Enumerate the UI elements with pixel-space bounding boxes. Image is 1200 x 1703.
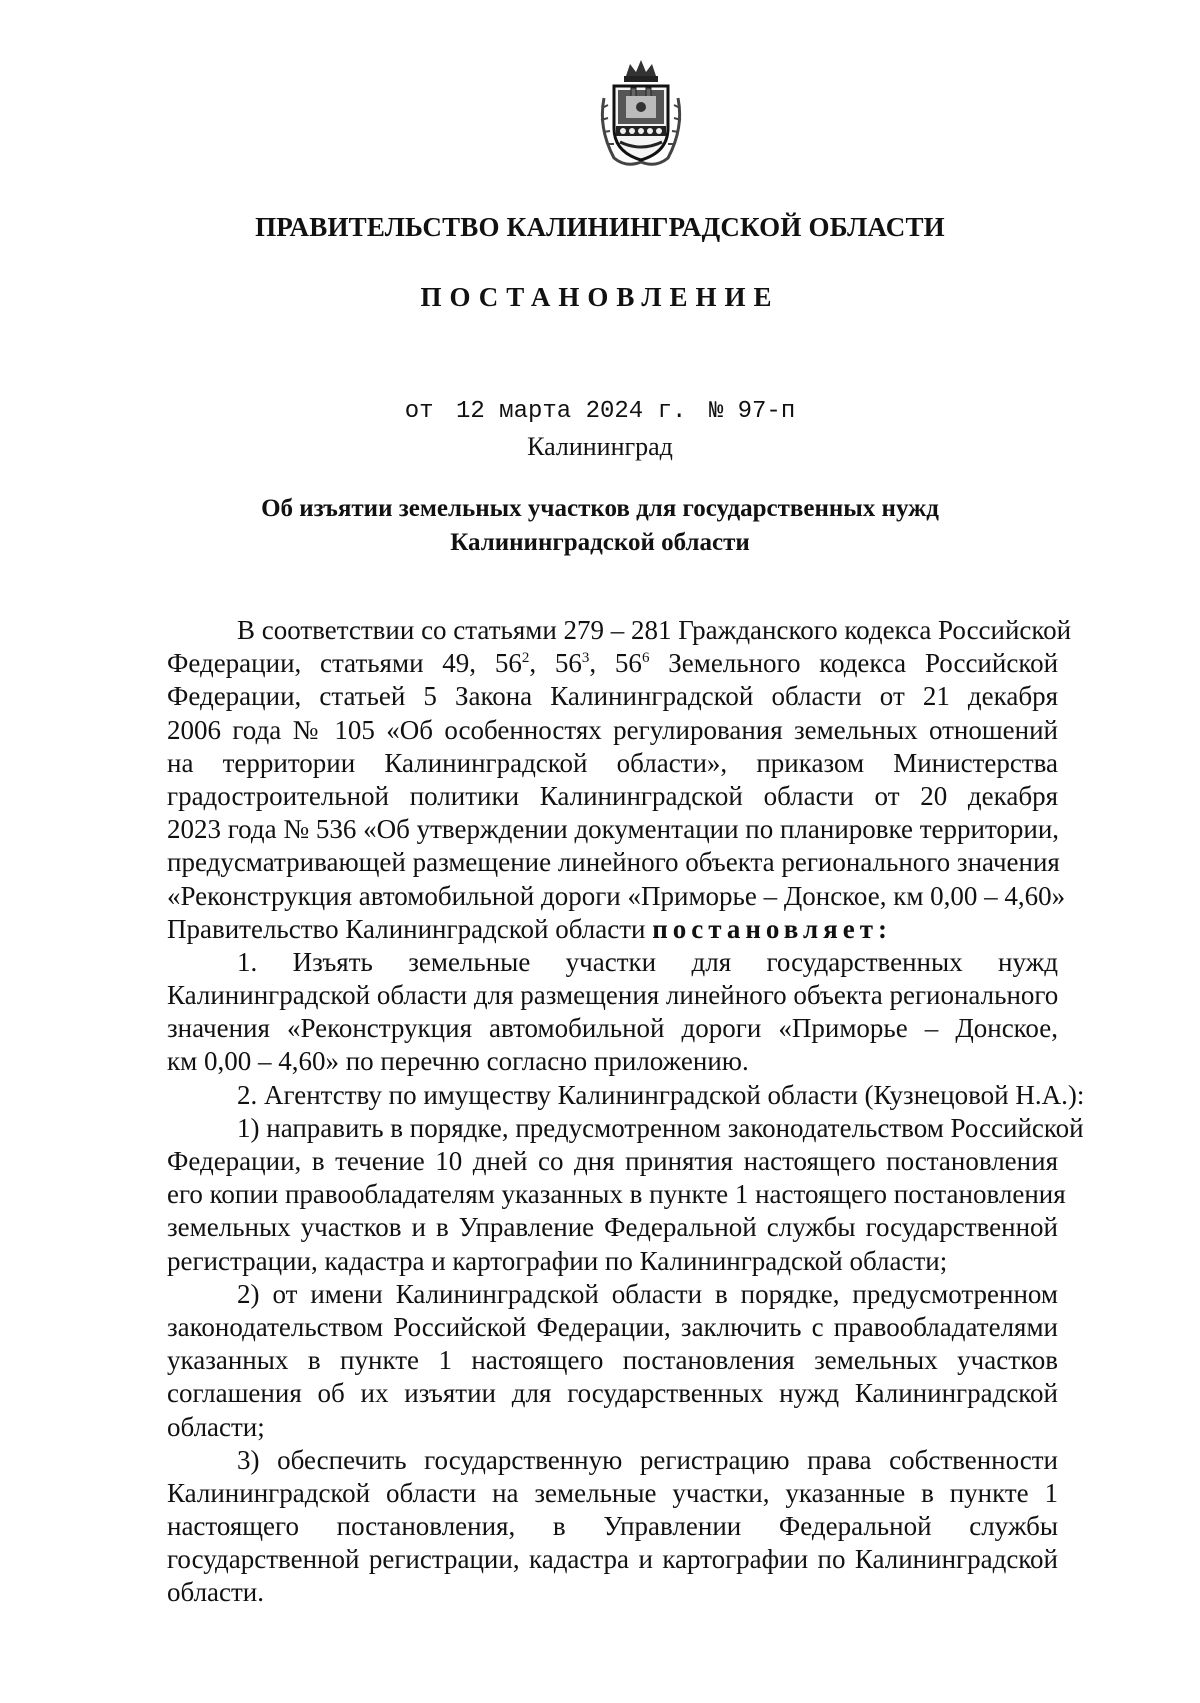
body-line: указанных в пункте 1 настоящего постановления земельных участков — [167, 1345, 1058, 1376]
body-line: земельных участков и в Управление Федеральной службы государственной — [167, 1212, 1058, 1243]
document-body — [167, 614, 1085, 1610]
document-number: № 97-п — [708, 398, 796, 425]
body-line: Федерации, в течение 10 дней со дня принятия настоящего постановления — [167, 1146, 1058, 1176]
body-line: «Реконструкция автомобильной дороги «Приморье – Донское, км 0,00 – 4,60» — [167, 880, 1066, 911]
coat-of-arms-emblem — [596, 58, 686, 170]
government-name: ПРАВИТЕЛЬСТВО КАЛИНИНГРАДСКОЙ ОБЛАСТИ — [255, 212, 945, 242]
body-line: Правительство Калининградской области постановляет: — [167, 913, 892, 944]
kaliningrad-coat-of-arms-icon — [596, 58, 686, 170]
body-line: 2006 года № 105 «Об особенностях регулирования земельных отношений — [167, 714, 1058, 745]
body-line: 1. Изъять земельные участки для государственных нужд — [237, 946, 1058, 977]
document-subject — [0, 492, 1200, 560]
subject-line: Об изъятии земельных участков для государственных нужд — [261, 495, 939, 522]
date-prefix: от — [404, 398, 434, 425]
body-line: 1) направить в порядке, предусмотренном законодательством Российской — [237, 1112, 1084, 1143]
body-line: Федерации, статьей 5 Закона Калининградской области от 21 декабря — [167, 681, 1058, 712]
document-kind: ПОСТАНОВЛЕНИЕ — [420, 282, 780, 312]
body-line: 2023 года № 536 «Об утверждении документации по планировке территории, — [167, 814, 1060, 845]
body-line: Федерации, статьями 49, $56^2$, $56^3$, $56^6$ Земельного кодекса Российской — [167, 648, 1059, 679]
body-line: градостроительной политики Калининградской области от 20 декабря — [167, 780, 1058, 811]
body-line: регистрации, кадастра и картографии по Калининградской области; — [167, 1245, 948, 1276]
body-line: области; — [167, 1411, 265, 1442]
body-line: Калининградской области для размещения линейного объекта регионального — [167, 980, 1059, 1011]
body-line: Калининградской области на земельные участки, указанные в пункте 1 — [167, 1477, 1058, 1508]
body-line: значения «Реконструкция автомобильной дороги «Приморье – Донское, — [167, 1013, 1058, 1044]
body-line: на территории Калининградской области», приказом Министерства — [167, 747, 1058, 778]
body-line: предусматривающей размещение линейного объекта регионального значения — [167, 847, 1060, 878]
subject-line: Калининградской области — [450, 529, 750, 556]
body-line: 3) обеспечить государственную регистрацию права собственности — [237, 1444, 1058, 1475]
document-date-number — [0, 398, 1200, 425]
body-line: законодательством Российской Федерации, заключить с правообладателями — [167, 1311, 1058, 1342]
body-line: государственной регистрации, кадастра и картографии по Калининградской — [167, 1544, 1058, 1575]
body-line: 2) от имени Калининградской области в порядке, предусмотренном — [237, 1278, 1058, 1309]
body-line: настоящего постановления, в Управлении Федеральной службы — [167, 1511, 1058, 1542]
document-date: 12 марта 2024 г. — [455, 398, 687, 425]
resolves-word: постановляет: — [652, 913, 892, 944]
body-line: его копии правообладателям указанных в пункте 1 настоящего постановления — [167, 1179, 1066, 1210]
body-line: области. — [167, 1577, 265, 1608]
document-city: Калининград — [527, 432, 673, 461]
body-line: соглашения об их изъятии для государственных нужд Калининградской — [167, 1378, 1058, 1409]
body-line: 2. Агентству по имуществу Калининградской области (Кузнецовой Н.А.): — [237, 1079, 1085, 1110]
body-line: В соответствии со статьями 279 – 281 Гражданского кодекса Российской — [237, 615, 1072, 645]
body-line: км 0,00 – 4,60» по перечню согласно приложению. — [167, 1046, 749, 1077]
